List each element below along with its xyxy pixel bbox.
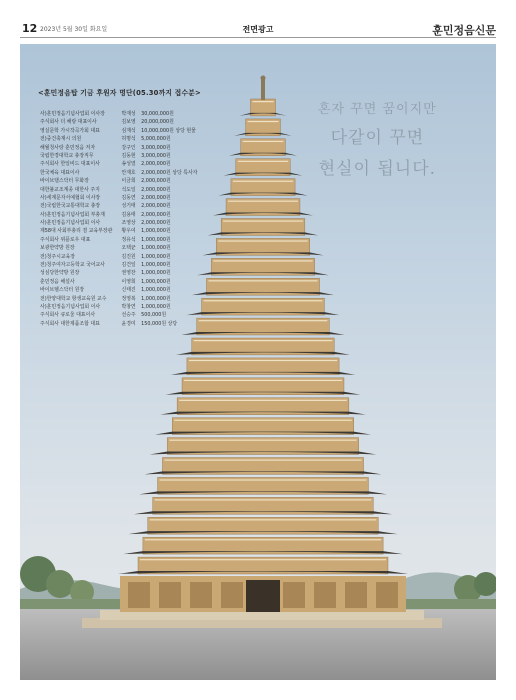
donor-name: 조영상 — [121, 220, 136, 227]
donor-name: 성기태 — [121, 203, 136, 210]
donor-affiliation: 성심당한약방 원장 — [40, 270, 80, 277]
donor-row — [40, 144, 200, 152]
donor-amount: 2,000,000원 — [141, 161, 171, 168]
donor-name: 신태진 — [121, 287, 136, 294]
donor-row — [40, 236, 200, 244]
donor-name: 선승주 — [121, 312, 136, 319]
donor-amount: 1,000,000원 — [141, 287, 171, 294]
donor-name: 이금희 — [121, 178, 136, 185]
donor-name: 강구인 — [121, 144, 136, 151]
donor-amount: 1,000,000원 — [141, 253, 171, 260]
donor-amount: 1,000,000원 — [141, 295, 171, 302]
donor-affiliation: 주식회사 한일비드 대표이사 — [40, 161, 100, 168]
donor-row — [40, 227, 200, 235]
advertisement — [20, 44, 496, 680]
donor-affiliation: 전)청주여자고등학교 국어교사 — [40, 262, 105, 269]
page-header — [0, 0, 516, 40]
publication-date: 2023년 5월 30일 화요일 — [40, 26, 108, 33]
donor-amount: 3,000,000원 — [141, 144, 171, 151]
donor-amount: 2,000,000원 — [141, 220, 171, 227]
donor-amount: 1,000,000원 — [141, 278, 171, 285]
donor-amount: 2,000,000원 — [141, 211, 171, 218]
donor-name: 정유석 — [121, 236, 136, 243]
donor-row — [40, 186, 200, 194]
slogan-line-2: 다같이 꾸면 — [330, 128, 425, 148]
donor-affiliation: 대한불교조계종 대한사 주지 — [40, 186, 100, 193]
donor-row — [40, 295, 200, 303]
donor-row — [40, 211, 200, 219]
donor-affiliation: 바이브탤스닥터 무화장 — [40, 178, 89, 185]
pagoda-finial — [261, 78, 265, 100]
donor-row — [40, 169, 200, 177]
donor-amount: 1,000,000원 — [141, 303, 171, 310]
donor-row — [40, 177, 200, 185]
donor-name: 윤경미 — [121, 320, 136, 327]
donor-name: 김용태 — [121, 211, 136, 218]
donor-amount: 1,000,000원 — [141, 270, 171, 277]
donor-name: 석도일 — [121, 186, 136, 193]
header-rule — [20, 37, 496, 38]
donor-amount: 1,000,000원 — [141, 245, 171, 252]
donor-row — [40, 127, 200, 135]
donor-affiliation: 주식회사 위플로우 대표 — [40, 236, 91, 243]
donor-row — [40, 244, 200, 252]
donor-affiliation: 전)한양대학교 항생교육원 교수 — [40, 295, 107, 302]
pagoda-door — [246, 580, 280, 612]
donor-amount: 20,000,000원 — [141, 119, 174, 126]
donor-row — [40, 110, 200, 118]
donor-affiliation: 주식회사 더 해랑 대표이사 — [40, 119, 97, 126]
donor-amount: 150,000원 상당 — [141, 320, 178, 327]
donor-affiliation: 주식회사 큐로울 대표이사 — [40, 312, 96, 319]
donor-name: 김동현 — [121, 152, 136, 159]
donor-row — [40, 202, 200, 210]
donor-name: 권영찬 — [121, 270, 136, 277]
donor-row — [40, 253, 200, 261]
donor-affiliation: 국립한경대학교 총장직무 — [40, 152, 94, 159]
donor-name: 송성열 — [121, 161, 136, 168]
donor-row — [40, 311, 200, 319]
slogan — [318, 98, 437, 179]
donor-affiliation: 훈민정음 해설사 — [40, 278, 75, 285]
donor-affiliation: 사)훈민정음기념사업회 이사 — [40, 303, 101, 310]
donor-amount: 2,000,000원 상당 특사자 — [141, 169, 198, 176]
donor-name: 김동연 — [121, 194, 136, 201]
donor-name: 김보영 — [121, 119, 136, 126]
donor-affiliation: 주식회사 대한제품조합 대표 — [40, 320, 100, 327]
slogan-line-3: 현실이 됩니다. — [318, 159, 437, 179]
donor-name: 박창연 — [121, 303, 136, 310]
donor-affiliation: 사)훈민정음기념사업회 부총재 — [40, 211, 105, 218]
donor-affiliation: 보광한약방 원장 — [40, 245, 75, 252]
donor-affiliation: 영실문학 가시작곡가회 대표 — [40, 127, 100, 134]
donor-amount: 2,000,000원 — [141, 203, 171, 210]
donor-row — [40, 118, 200, 126]
donor-amount: 2,000,000원 — [141, 194, 171, 201]
donor-amount: 3,000,000원 — [141, 152, 171, 159]
donor-name: 허명석 — [121, 136, 136, 143]
donor-affiliation: 사)훈민정음기념사업회 이사장 — [40, 111, 105, 117]
donor-name: 박재성 — [121, 111, 136, 117]
donor-affiliation: 전)국립한국교통대학교 총장 — [40, 203, 101, 210]
donor-row — [40, 286, 200, 294]
donor-row — [40, 303, 200, 311]
donor-name: 정영복 — [121, 295, 136, 302]
donor-name: 이영희 — [121, 278, 136, 285]
donor-row — [40, 135, 200, 143]
donor-amount: 500,000원 — [141, 312, 167, 319]
donor-name: 김건일 — [121, 262, 136, 269]
donor-name: 심재석 — [121, 127, 136, 134]
donor-name: 황우여 — [121, 228, 136, 235]
donor-amount: 2,000,000원 — [141, 186, 171, 193]
donor-row — [40, 194, 200, 202]
donor-affiliation: 사)훈민정음기념사업회 이사 — [40, 220, 101, 227]
slogan-line-1: 혼자 꾸면 꿈이지만 — [318, 102, 437, 117]
donor-amount: 2,000,000원 — [141, 178, 171, 185]
donor-row — [40, 261, 200, 269]
donor-affiliation: 한국체육 대표이사 — [40, 169, 80, 176]
donor-name: 안재호 — [121, 169, 136, 176]
donor-row — [40, 269, 200, 277]
donor-affiliation: 사)세계문자서예협회 이사장 — [40, 194, 101, 201]
newspaper-name: 훈민정음신문 — [432, 24, 496, 37]
donor-amount: 1,000,000원 — [141, 228, 171, 235]
donor-row — [40, 219, 200, 227]
donor-list — [40, 110, 200, 328]
donor-amount: 30,000,000원 — [141, 111, 174, 117]
donor-affiliation: 전)중건축재시 의원 — [40, 136, 82, 143]
donor-row — [40, 160, 200, 168]
donor-row — [40, 278, 200, 286]
donor-name: 오택균 — [121, 245, 136, 252]
donor-affiliation: 제58대 사회부총리 겸 교육부장관 — [40, 228, 113, 235]
donor-amount: 1,000,000원 — [141, 236, 171, 243]
donor-amount: 10,000,000원 상당 현물 — [141, 127, 196, 134]
donor-amount: 1,000,000원 — [141, 262, 171, 269]
donor-affiliation: 전)청주시교육장 — [40, 253, 75, 260]
donor-amount: 5,000,000원 — [141, 136, 171, 143]
donor-name: 김진원 — [121, 253, 136, 260]
donor-row — [40, 320, 200, 328]
donor-affiliation: 바이브헬스닥터 원장 — [40, 287, 85, 294]
section-label: 전면광고 — [242, 25, 274, 34]
donor-row — [40, 152, 200, 160]
page-number: 12 — [22, 22, 38, 35]
donor-list-title: <훈민정음탑 기금 후원자 명단(05.30까지 접수분> — [38, 89, 201, 97]
donor-affiliation: 해월청사랑 훈민정음 저자 — [40, 144, 96, 151]
